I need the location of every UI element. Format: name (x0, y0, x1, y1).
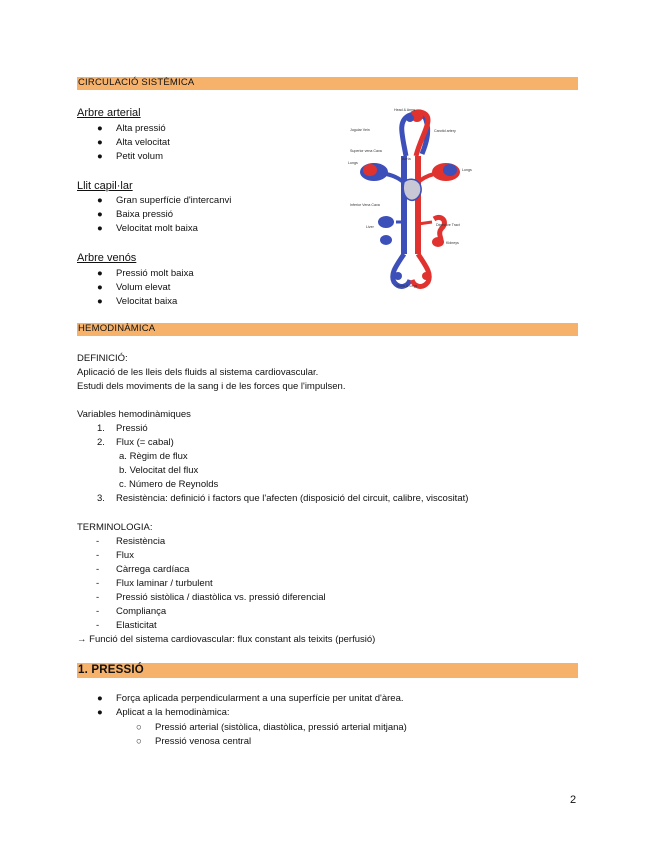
variable-item: 2. Flux (= cabal) (97, 437, 174, 448)
label-kidneys: Kidneys (446, 241, 459, 245)
label-lungs-left: Lungs (348, 161, 358, 165)
label-jugular-vein: Jugular Vein (350, 128, 370, 132)
definition-label: DEFINICIÓ: (77, 353, 128, 364)
definition-line: Aplicació de les lleis dels fluids al sistema cardiovascular. (77, 367, 319, 378)
section-heading-hemodinamica: HEMODINÀMICA (77, 323, 578, 336)
label-trunk-legs: Trunk & Legs (396, 284, 418, 288)
bullet-item: ● Petit volum (97, 151, 163, 162)
bullet-item: ● Aplicat a la hemodinàmica: (97, 707, 230, 718)
bullet-item: ● Alta pressió (97, 123, 166, 134)
definition-line: Estudi dels moviments de la sang i de les forces que l'impulsen. (77, 381, 346, 392)
function-note: → Funció del sistema cardiovascular: flux constant als teixits (perfusió) (77, 634, 376, 645)
subheading-llit-capillar: Llit capil·lar (77, 180, 133, 192)
bullet-item: ● Baixa pressió (97, 209, 174, 220)
term-item: - Flux laminar / turbulent (96, 578, 213, 589)
variable-subitem: a. Règim de flux (119, 451, 188, 462)
section-heading-pressio: 1. PRESSIÓ (77, 663, 578, 678)
subheading-arbre-venos: Arbre venós (77, 252, 137, 264)
bullet-item: ● Velocitat baixa (97, 296, 178, 307)
variable-subitem: c. Número de Reynolds (119, 479, 219, 490)
subbullet-item: ○ Pressió arterial (sistòlica, diastòlica, pressió arterial mitjana) (136, 722, 407, 733)
term-item: - Flux (96, 550, 134, 561)
label-liver: Liver (366, 225, 374, 229)
label-carotid-artery: Carotid artery (434, 129, 456, 133)
terminology-label: TERMINOLOGIA: (77, 522, 153, 533)
label-aorta: Aorta (402, 157, 411, 161)
term-item: - Pressió sistòlica / diastòlica vs. pressió diferencial (96, 592, 326, 603)
bullet-item: ● Pressió molt baixa (97, 268, 194, 279)
term-item: - Compliança (96, 606, 167, 617)
variable-item: 3. Resistència: definició i factors que l'afecten (disposició del circuit, calibre, viscositat) (97, 493, 469, 504)
bullet-item: ● Gran superfície d'intercanvi (97, 195, 232, 206)
label-digestive-tract: Digestive Tract (436, 223, 460, 227)
subbullet-item: ○ Pressió venosa central (136, 736, 252, 747)
section-heading-circulacio: CIRCULACIÓ SISTÈMICA (77, 77, 578, 90)
term-item: - Resistència (96, 536, 166, 547)
diagram-vessels (360, 110, 460, 286)
label-superior-vena-cava: Superior vena Cava (350, 149, 382, 153)
variables-label: Variables hemodinàmiques (77, 409, 191, 420)
label-inferior-vena-cava: Inferior Vena Cava (350, 203, 380, 207)
bullet-item: ● Velocitat molt baixa (97, 223, 198, 234)
label-head-arms: Head & Arms (394, 108, 416, 112)
circulatory-system-diagram (346, 104, 478, 292)
label-lungs-right: Lungs (462, 168, 472, 172)
subheading-arbre-arterial: Arbre arterial (77, 107, 141, 119)
bullet-item: ● Força aplicada perpendicularment a una superfície per unitat d'àrea. (97, 693, 404, 704)
page-number: 2 (570, 794, 577, 806)
variable-subitem: b. Velocitat del flux (119, 465, 199, 476)
term-item: - Càrrega cardíaca (96, 564, 190, 575)
bullet-item: ● Alta velocitat (97, 137, 170, 148)
term-item: - Elasticitat (96, 620, 157, 631)
bullet-item: ● Volum elevat (97, 282, 171, 293)
variable-item: 1. Pressió (97, 423, 148, 434)
